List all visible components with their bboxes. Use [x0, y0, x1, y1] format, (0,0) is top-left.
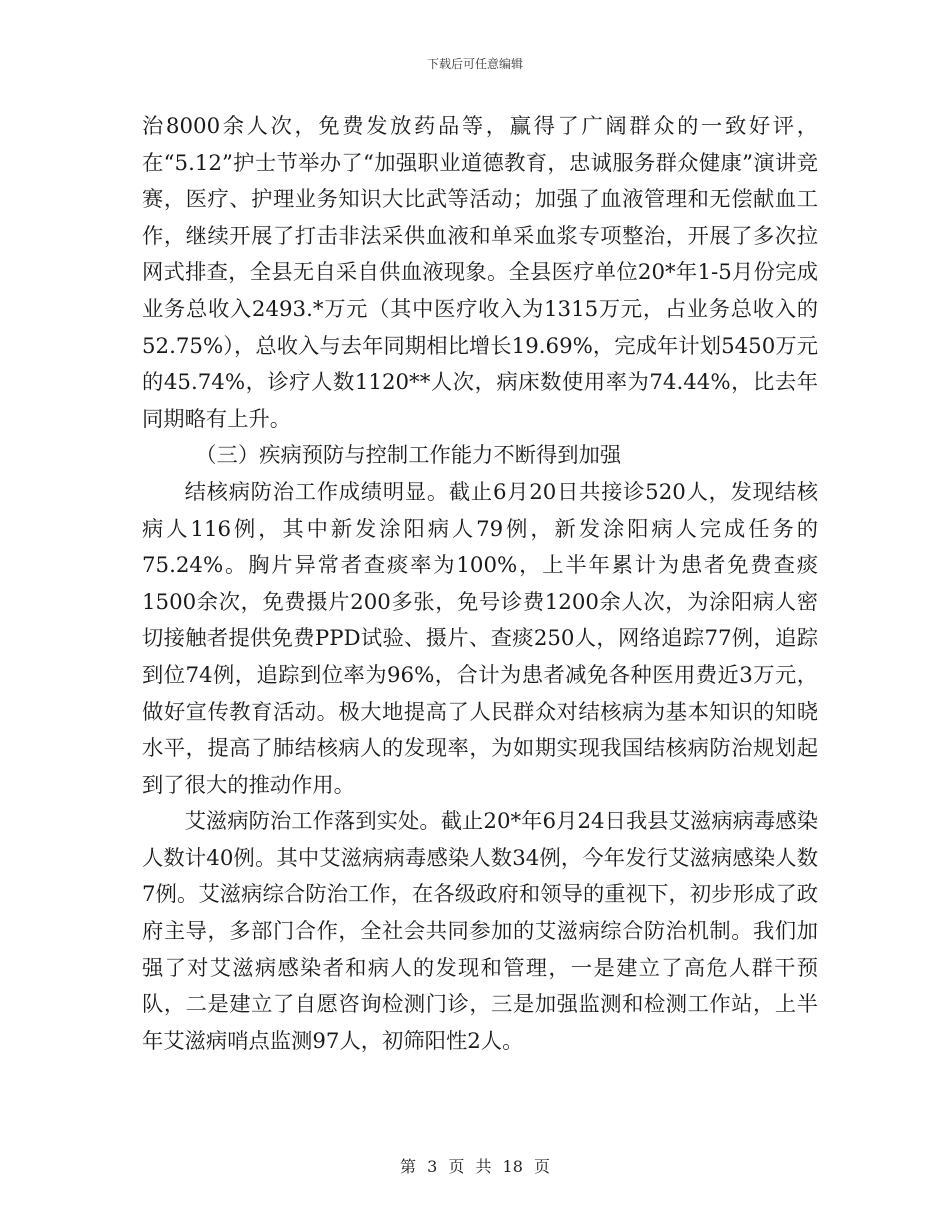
paragraph-tuberculosis: 结核病防治工作成绩明显。截止6月20日共接诊520人，发现结核病人116例，其中新发涂阳病人79例，新发涂阳病人完成任务的75.24%。胸片异常者查痰率为100%，上半年累计为患者免费查痰1500余次，免费摄片200多张，免号诊费1200余人次，为涂阳病人密切接触者提供免费PPD试验、摄片、查痰250人，网络追踪77例，追踪到位74例，追踪到位率为96%，合计为患者减免各种医用费近3万元，做好宣传教育活动。极大地提高了人民群众对结核病为基本知识的知晓水平，提高了肺结核病人的发现率，为如期实现我国结核病防治规划起到了很大的推动作用。: [142, 479, 818, 798]
document-body: [142, 109, 818, 1060]
paragraph-continuation: 治8000余人次，免费发放药品等，赢得了广阔群众的一致好评，在“5.12”护士节举办了“加强职业道德教育，忠诚服务群众健康”演讲竞赛，医疗、护理业务知识大比武等活动；加强了血液管理和无偿献血工作，继续开展了打击非法采供血液和单采血浆专项整治，开展了多次拉网式排查，全县无自采自供血液现象。全县医疗单位20*年1-5月份完成业务总收入2493.*万元（其中医疗收入为1315万元，占业务总收入的52.75%），总收入与去年同期相比增长19.69%，完成年计划5450万元的45.74%，诊疗人数1120**人次，病床数使用率为74.44%，比去年同期略有上升。: [142, 114, 818, 432]
section-heading: （三）疾病预防与控制工作能力不断得到加强: [195, 443, 622, 469]
paragraph-aids: 艾滋病防治工作落到实处。截止20*年6月24日我县艾滋病病毒感染人数计40例。其中艾滋病病毒感染人数34例，今年发行艾滋病感染人数7例。艾滋病综合防治工作，在各级政府和领导的重视下，初步形成了政府主导，多部门合作，全社会共同参加的艾滋病综合防治机制。我们加强了对艾滋病感染者和病人的发现和管理，一是建立了高危人群干预队，二是建立了自愿咨询检测门诊，三是加强监测和检测工作站，上半年艾滋病哨点监测97人，初筛阳性2人。: [142, 809, 818, 1054]
page-number: 第 3 页 共 18 页: [400, 1157, 550, 1176]
page-header: 下载后可任意编辑: [426, 57, 523, 71]
